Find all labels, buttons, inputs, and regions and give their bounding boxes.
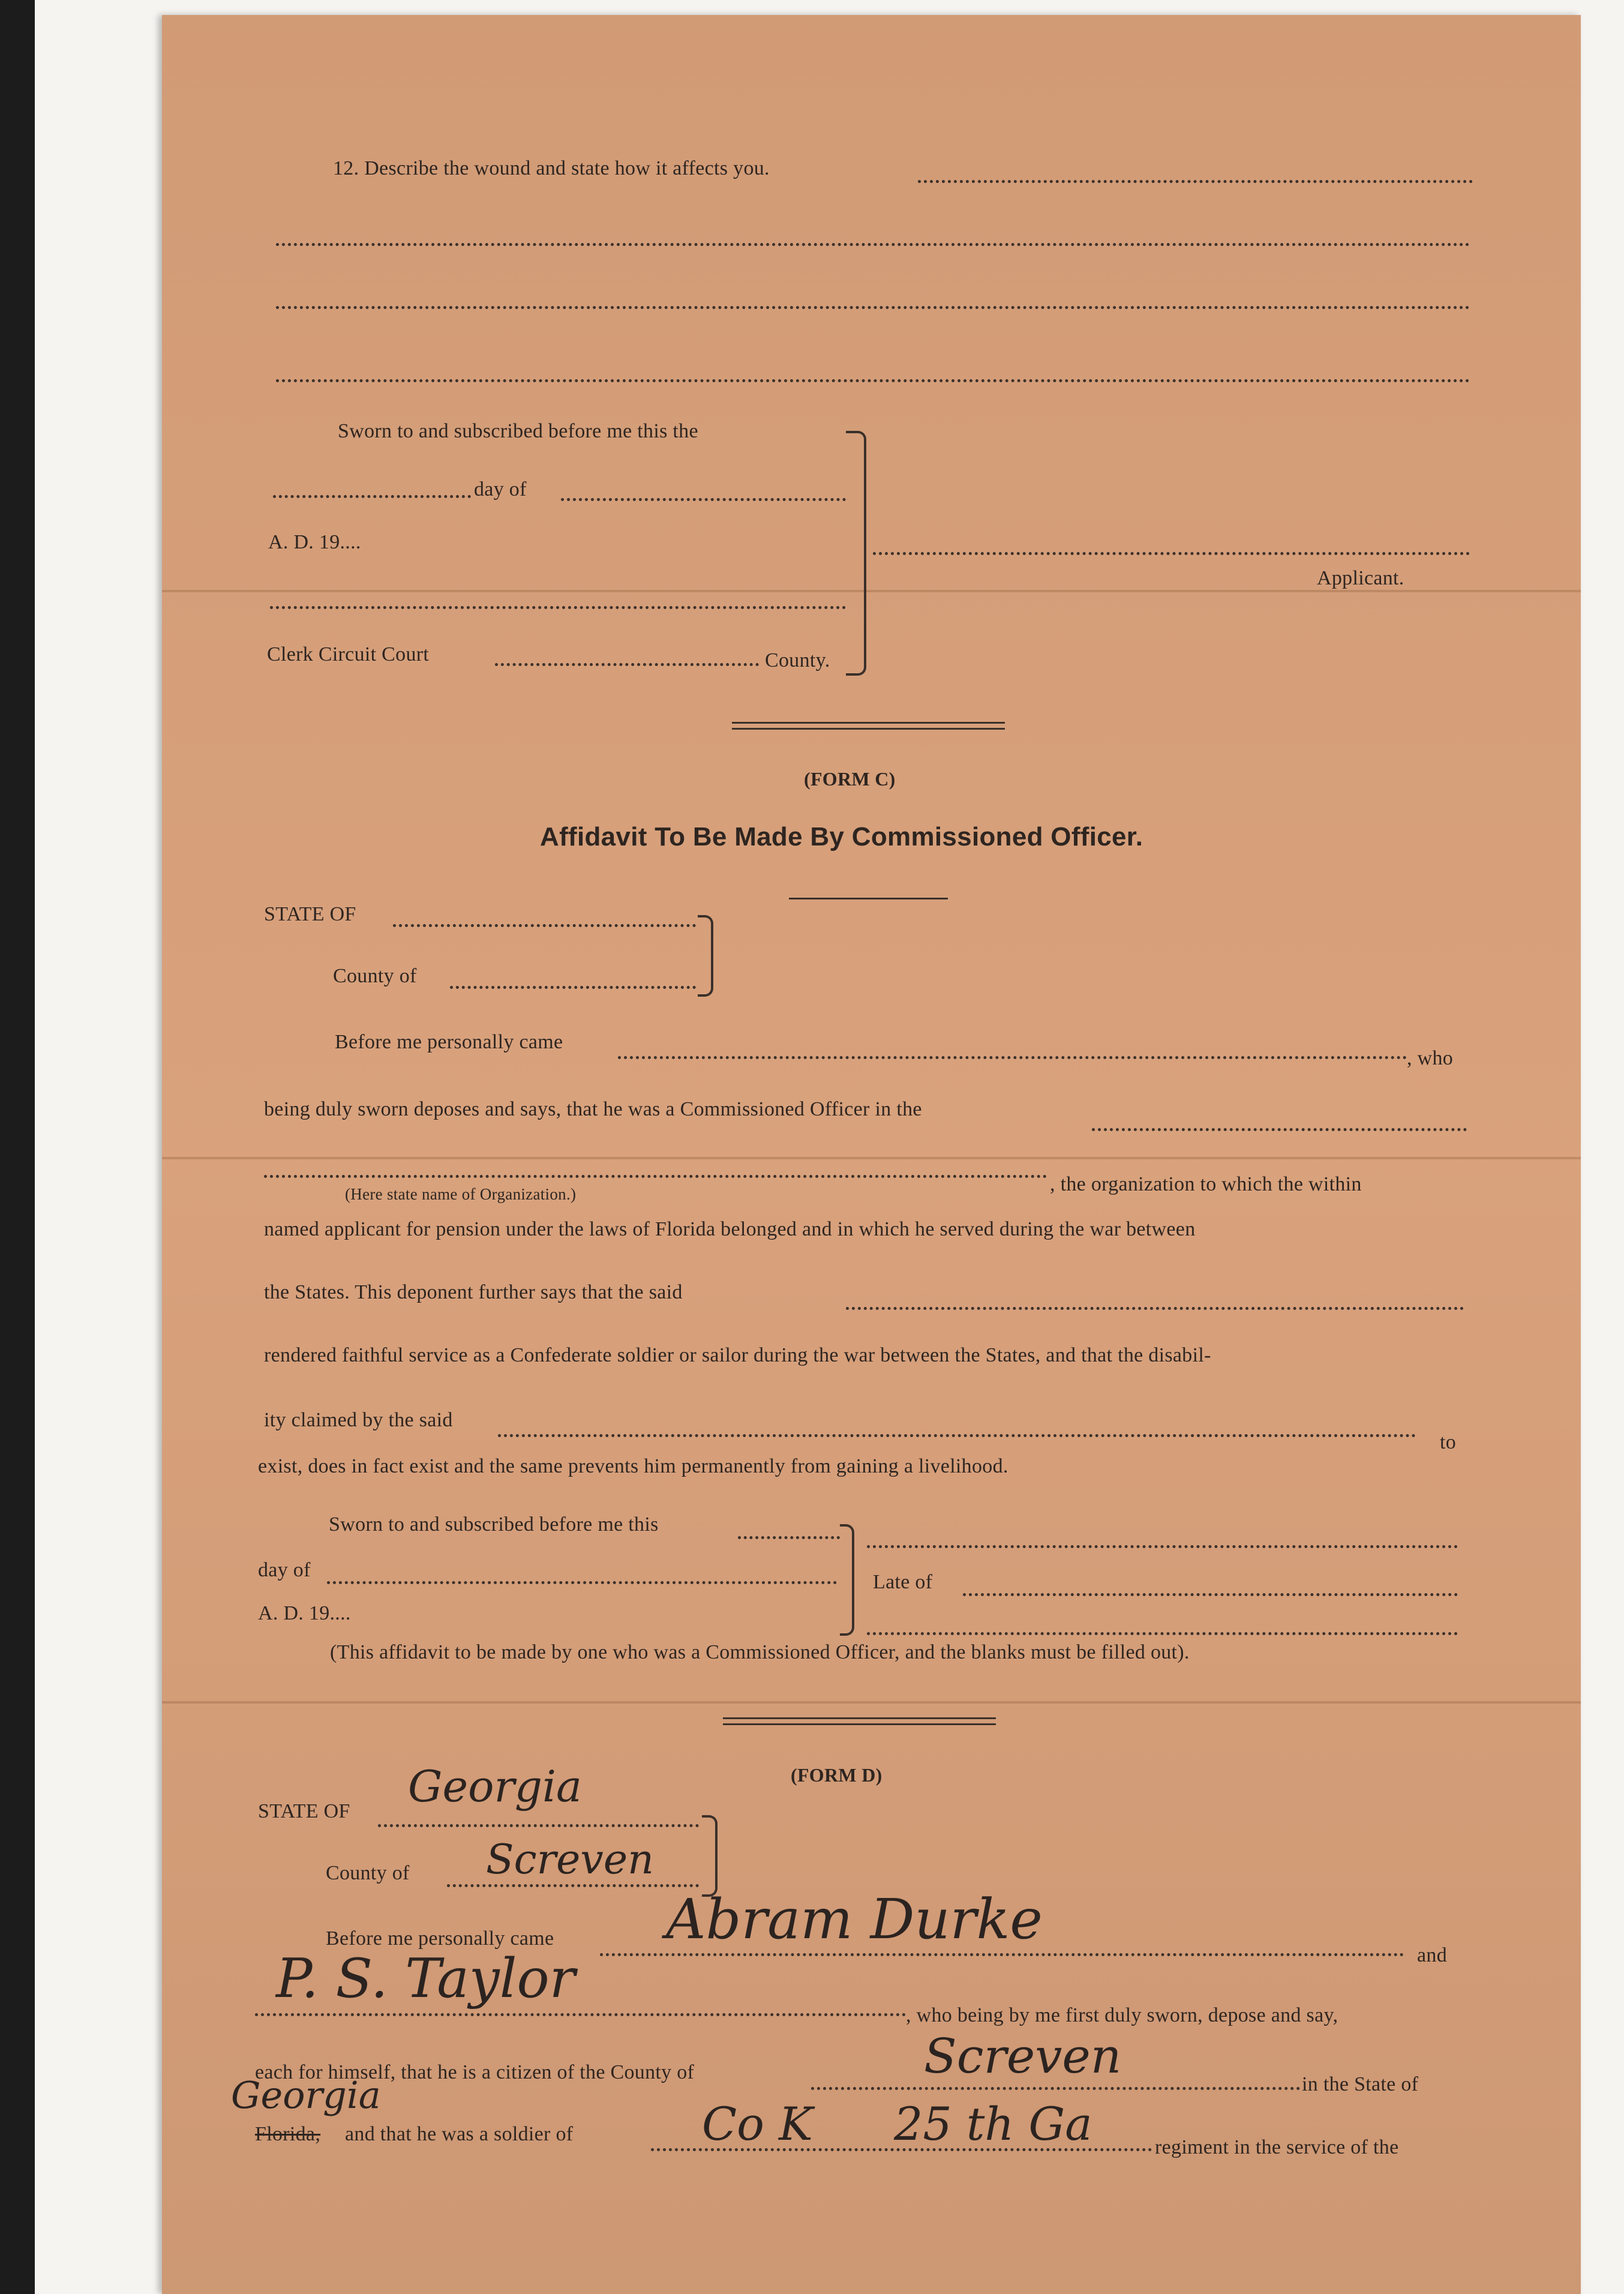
late-of-text: Late of — [873, 1571, 933, 1593]
form-d-state-of-text: STATE OF — [258, 1800, 350, 1822]
applicant-name-blank-2 — [498, 1434, 1416, 1437]
year-text: A. D. 19.... — [268, 531, 361, 553]
county-of-text: County of — [333, 965, 417, 987]
organization-note: (Here state name of Organization.) — [345, 1185, 577, 1203]
form-c-day-of-text: day of — [258, 1559, 311, 1581]
county-2-blank — [811, 2087, 1300, 2090]
applicant-text: Applicant. — [1317, 567, 1404, 589]
state-blank — [378, 1824, 699, 1827]
form-c-line-7: ity claimed by the said — [264, 1409, 453, 1431]
form-c-line-4: named applicant for pension under the laws of Florida belonged and in which he served during the war between — [264, 1218, 1196, 1240]
form-c-line-3: , the organization to which the within — [1050, 1173, 1362, 1195]
came-text: Before me personally came — [335, 1031, 563, 1053]
and-text: and — [1417, 1944, 1447, 1966]
day-of-text: day of — [474, 478, 527, 500]
bracket — [702, 1815, 718, 1897]
who-text: , who — [1407, 1047, 1454, 1069]
form-c-line-2: being duly sworn deposes and says, that he was a Commissioned Officer in the — [264, 1098, 922, 1120]
form-c-note: (This affidavit to be made by one who was a Commissioned Officer, and the blanks must be filled out). — [330, 1641, 1190, 1663]
bracket — [840, 1524, 854, 1636]
late-of-blank — [963, 1593, 1458, 1596]
officer-signature-blank — [867, 1545, 1458, 1548]
form-c-line-5: the States. This deponent further says that the said — [264, 1281, 683, 1303]
divider — [723, 1717, 996, 1719]
handwritten-county: Screven — [486, 1836, 654, 1884]
applicant-name-blank — [846, 1307, 1464, 1310]
in-state-of-text: in the State of — [1302, 2073, 1419, 2095]
handwritten-company: Co K — [702, 2097, 813, 2151]
organization-blank — [1092, 1128, 1467, 1131]
answer-line — [276, 306, 1470, 309]
clerk-text: Clerk Circuit Court — [267, 643, 430, 665]
title-underline — [789, 898, 948, 899]
regiment-end-text: regiment in the service of the — [1155, 2136, 1399, 2158]
scanner-edge — [0, 0, 35, 2294]
form-c-line-6: rendered faithful service as a Confederate soldier or sailor during the war between the States, and that the disabil- — [264, 1344, 1211, 1366]
answer-line — [918, 180, 1473, 183]
fold-line — [162, 1701, 1581, 1704]
divider — [732, 728, 1005, 730]
form-d-label: (FORM D) — [791, 1764, 882, 1786]
day-blank — [273, 495, 471, 498]
officer-title-blank — [867, 1632, 1458, 1635]
answer-line — [276, 379, 1470, 382]
organization-name-blank — [264, 1175, 1047, 1178]
month-blank — [327, 1581, 837, 1584]
clerk-signature-blank — [270, 606, 846, 609]
county-blank — [450, 986, 696, 989]
bracket — [698, 915, 713, 997]
handwritten-regiment: 25 th Ga — [894, 2097, 1092, 2151]
item-12-label: 12. Describe the wound and state how it affects you. — [333, 157, 770, 179]
sworn-text: Sworn to and subscribed before me this the — [338, 420, 698, 442]
state-blank — [393, 924, 696, 927]
affiant-2-blank — [255, 2013, 906, 2016]
day-blank — [738, 1536, 840, 1539]
form-d-each-text: each for himself, that he is a citizen of the County of — [255, 2061, 695, 2083]
county-blank — [495, 663, 759, 666]
form-c-sworn-text: Sworn to and subscribed before me this — [329, 1513, 659, 1536]
fold-line — [162, 590, 1581, 592]
handwritten-affiant-1: Abram Durke — [666, 1887, 1043, 1951]
form-c-year-text: A. D. 19.... — [258, 1602, 351, 1624]
divider — [732, 722, 1005, 724]
handwritten-state-2: Georgia — [231, 2073, 381, 2117]
officer-name-blank — [618, 1056, 1407, 1059]
form-c-line-8: exist, does in fact exist and the same prevents him permanently from gaining a livelihood. — [258, 1455, 1008, 1477]
applicant-signature-blank — [873, 552, 1470, 555]
state-of-text: STATE OF — [264, 903, 356, 925]
affiant-1-blank — [600, 1953, 1404, 1956]
bracket — [846, 431, 866, 676]
handwritten-state: Georgia — [408, 1761, 582, 1812]
handwritten-affiant-2: P. S. Taylor — [276, 1947, 575, 2010]
form-c-label: (FORM C) — [804, 768, 896, 790]
divider — [723, 1723, 996, 1725]
month-blank — [561, 498, 846, 501]
form-d-sworn-line: , who being by me first duly sworn, depose and say, — [906, 2004, 1338, 2026]
handwritten-county-2: Screven — [924, 2028, 1122, 2084]
struck-florida-text: Florida, — [255, 2123, 321, 2145]
form-d-came-text: Before me personally came — [326, 1927, 554, 1950]
county-text: County. — [765, 649, 830, 671]
form-d-county-of-text: County of — [326, 1862, 410, 1884]
soldier-of-text: and that he was a soldier of — [345, 2123, 574, 2145]
answer-line — [276, 243, 1470, 246]
form-c-title: Affidavit To Be Made By Commissioned Officer. — [540, 822, 1143, 851]
form-c-line-7-end: to — [1440, 1431, 1457, 1453]
county-blank — [447, 1884, 699, 1887]
fold-line — [162, 1157, 1581, 1159]
